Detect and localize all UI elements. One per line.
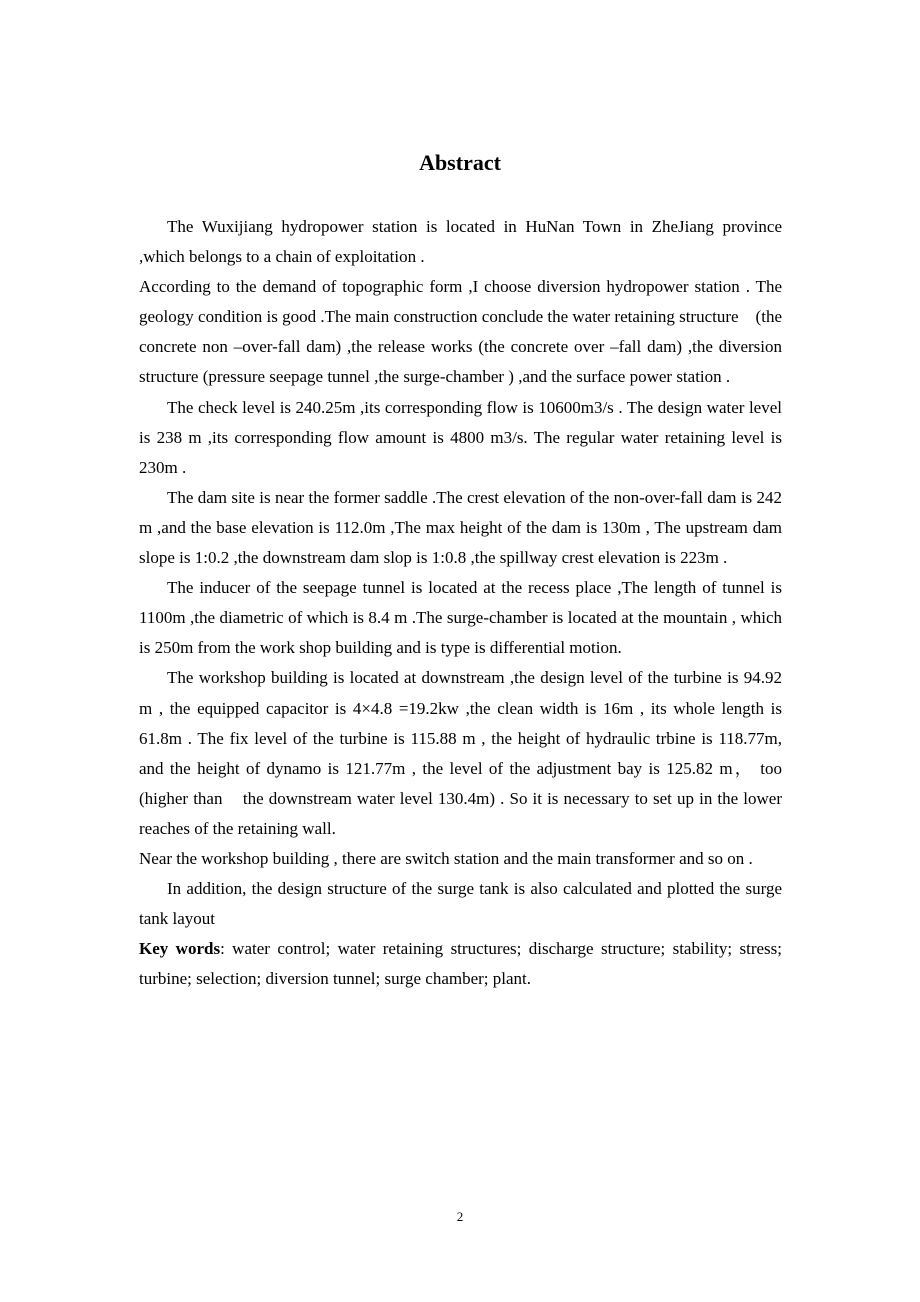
abstract-paragraph-8: In addition, the design structure of the surge tank is also calculated and plotted the surge tank layout — [139, 879, 782, 929]
abstract-paragraph-1: The Wuxijiang hydropower station is located in HuNan Town in ZheJiang province ,which belongs to a chain of exploitation . — [139, 217, 782, 267]
abstract-paragraph-6: The workshop building is located at downstream ,the design level of the turbine is 94.92 m , the equipped capacitor is 4×4.8 =19.2kw ,the clean width is 16m , its whole length is 61.8m . The fix level of the turbine is 115.88 m , the height of hydraulic trbine is 118.77m, and the height of dynamo is 121.77m , the level of the adjustment bay is 125.82 m， too (higher than the downstream water level 130.4m) . So it is necessary to set up in the lower reaches of the retaining wall. — [139, 668, 782, 838]
keywords-text: : water control; water retaining structures; discharge structure; stability; stress; turbine; selection; diversion tunnel; surge chamber; plant. — [139, 939, 782, 989]
page-title: Abstract — [419, 150, 501, 175]
abstract-paragraph-2: According to the demand of topographic form ,I choose diversion hydropower station . The geology condition is good .The main construction conclude the water retaining structure (the concrete non –over-fall dam) ,the release works (the concrete over –fall dam) ,the diversion structure (pressure seepage tunnel ,the surge-chamber ) ,and the surface power station . — [139, 277, 782, 387]
abstract-paragraph-5: The inducer of the seepage tunnel is located at the recess place ,The length of tunnel is 1100m ,the diametric of which is 8.4 m .The surge-chamber is located at the mountain , which is 250m from the work shop building and is type is differential motion. — [139, 578, 782, 658]
abstract-paragraph-4: The dam site is near the former saddle .The crest elevation of the non-over-fall dam is 242 m ,and the base elevation is 112.0m ,The max height of the dam is 130m , The upstream dam slope is 1:0.2 ,the downstream dam slop is 1:0.8 ,the spillway crest elevation is 223m . — [139, 487, 782, 568]
abstract-paragraph-7: Near the workshop building , there are switch station and the main transformer and so on . — [139, 848, 753, 868]
keywords-paragraph — [139, 934, 782, 994]
page-number: 2 — [456, 1209, 464, 1224]
abstract-body — [139, 212, 782, 994]
keywords-label: Key words — [139, 939, 221, 959]
abstract-paragraph-3: The check level is 240.25m ,its corresponding flow is 10600m3/s . The design water level is 238 m ,its corresponding flow amount is 4800 m3/s. The regular water retaining level is 230m . — [139, 397, 782, 477]
